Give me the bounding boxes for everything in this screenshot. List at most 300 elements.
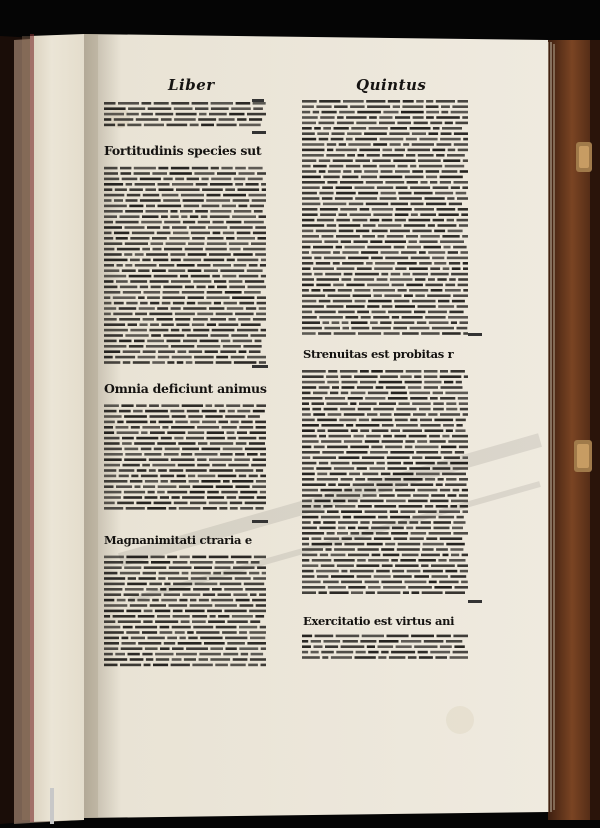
text-word bbox=[370, 467, 386, 470]
text-word bbox=[210, 318, 226, 321]
text-word bbox=[379, 116, 392, 119]
text-word bbox=[454, 645, 464, 648]
text-word bbox=[405, 381, 422, 384]
text-word bbox=[302, 165, 311, 168]
text-word bbox=[319, 192, 333, 195]
text-word bbox=[458, 149, 468, 152]
text-word bbox=[142, 248, 150, 251]
text-word bbox=[425, 505, 433, 508]
text-word bbox=[412, 402, 431, 405]
text-word bbox=[226, 237, 234, 240]
text-word bbox=[128, 107, 145, 110]
text-word bbox=[225, 188, 235, 191]
text-word bbox=[347, 132, 362, 135]
text-word bbox=[346, 138, 353, 141]
text-word bbox=[463, 413, 468, 416]
text-word bbox=[243, 404, 254, 407]
text-word bbox=[146, 205, 155, 208]
text-word bbox=[367, 105, 390, 108]
text-word bbox=[149, 469, 156, 472]
text-word bbox=[449, 203, 462, 206]
text-word bbox=[145, 647, 158, 650]
text-word bbox=[245, 502, 266, 505]
text-word bbox=[167, 361, 174, 364]
text-word bbox=[337, 122, 354, 125]
text-word bbox=[433, 392, 443, 395]
text-word bbox=[228, 410, 235, 413]
text-word bbox=[461, 581, 468, 584]
text-word bbox=[302, 532, 324, 535]
text-word bbox=[129, 188, 143, 191]
text-word bbox=[302, 305, 324, 308]
text-word bbox=[374, 267, 393, 270]
text-word bbox=[104, 215, 117, 218]
text-word bbox=[143, 485, 155, 488]
text-word bbox=[302, 149, 325, 152]
text-word bbox=[443, 554, 449, 557]
text-word bbox=[227, 307, 244, 310]
text-word bbox=[374, 575, 391, 578]
text-word bbox=[441, 111, 448, 114]
text-word bbox=[123, 626, 133, 629]
text-word bbox=[403, 143, 409, 146]
text-word bbox=[184, 205, 200, 208]
text-word bbox=[424, 370, 438, 373]
text-word bbox=[439, 516, 455, 519]
text-word bbox=[173, 561, 188, 564]
text-word bbox=[394, 300, 409, 303]
text-word bbox=[171, 102, 189, 105]
text-word bbox=[158, 356, 169, 359]
text-word bbox=[396, 186, 408, 189]
text-word bbox=[362, 532, 374, 535]
text-word bbox=[370, 240, 382, 243]
text-word bbox=[146, 345, 169, 348]
text-word bbox=[407, 181, 418, 184]
text-word bbox=[392, 570, 404, 573]
text-word bbox=[366, 591, 375, 594]
text-word bbox=[440, 397, 455, 400]
text-word bbox=[104, 350, 120, 353]
text-word bbox=[410, 419, 417, 422]
text-word bbox=[378, 235, 385, 238]
text-word bbox=[302, 262, 313, 265]
text-word bbox=[406, 527, 413, 530]
text-word bbox=[195, 361, 213, 364]
text-word bbox=[426, 170, 440, 173]
text-word bbox=[402, 554, 419, 557]
text-word bbox=[210, 658, 230, 661]
text-word bbox=[424, 386, 438, 389]
text-word bbox=[171, 426, 195, 429]
text-word bbox=[251, 334, 267, 337]
text-word bbox=[364, 489, 376, 492]
text-word bbox=[356, 651, 366, 654]
text-word bbox=[328, 294, 351, 297]
text-word bbox=[104, 491, 121, 494]
text-word bbox=[104, 291, 120, 294]
text-word bbox=[104, 507, 123, 510]
text-word bbox=[430, 122, 442, 125]
text-word bbox=[215, 404, 224, 407]
text-word bbox=[189, 226, 206, 229]
text-word bbox=[234, 361, 257, 364]
text-word bbox=[123, 496, 142, 499]
text-word bbox=[169, 469, 183, 472]
text-word bbox=[410, 537, 424, 540]
text-word bbox=[394, 321, 414, 324]
text-word bbox=[125, 334, 148, 337]
text-word bbox=[322, 186, 333, 189]
text-word bbox=[216, 356, 228, 359]
text-word bbox=[142, 426, 160, 429]
text-word bbox=[315, 635, 334, 638]
text-word bbox=[260, 491, 266, 494]
text-word bbox=[336, 494, 360, 497]
text-word bbox=[449, 311, 463, 314]
text-word bbox=[346, 305, 365, 308]
text-word bbox=[405, 581, 427, 584]
text-word bbox=[452, 300, 465, 303]
text-word bbox=[302, 311, 312, 314]
text-word bbox=[364, 170, 378, 173]
text-word bbox=[335, 505, 355, 508]
text-word bbox=[462, 554, 468, 557]
text-word bbox=[379, 494, 395, 497]
text-word bbox=[133, 361, 150, 364]
text-word bbox=[383, 111, 398, 114]
text-word bbox=[137, 469, 147, 472]
text-word bbox=[215, 604, 237, 607]
text-word bbox=[236, 561, 248, 564]
text-word bbox=[152, 237, 167, 240]
text-word bbox=[208, 620, 225, 623]
text-word bbox=[335, 197, 353, 200]
text-word bbox=[380, 176, 403, 179]
text-word bbox=[419, 408, 431, 411]
text-word bbox=[329, 165, 343, 168]
text-word bbox=[448, 440, 468, 443]
text-word bbox=[131, 426, 140, 429]
text-word bbox=[239, 647, 258, 650]
text-word bbox=[315, 311, 336, 314]
text-word bbox=[128, 577, 136, 580]
text-word bbox=[130, 237, 149, 240]
text-word bbox=[200, 637, 222, 640]
text-word bbox=[218, 475, 237, 478]
text-word bbox=[236, 102, 251, 105]
text-word bbox=[448, 230, 463, 233]
text-word bbox=[358, 505, 372, 508]
text-word bbox=[237, 410, 250, 413]
text-word bbox=[378, 516, 388, 519]
text-word bbox=[431, 289, 443, 292]
text-word bbox=[323, 321, 330, 324]
text-word bbox=[198, 302, 212, 305]
text-word bbox=[348, 527, 355, 530]
text-word bbox=[425, 478, 435, 481]
text-word bbox=[357, 575, 372, 578]
text-word bbox=[118, 102, 139, 105]
text-word bbox=[221, 340, 230, 343]
text-word bbox=[302, 316, 317, 319]
text-word bbox=[115, 356, 135, 359]
text-word bbox=[363, 473, 379, 476]
text-word bbox=[174, 502, 188, 505]
text-word bbox=[188, 637, 197, 640]
text-word bbox=[169, 237, 189, 240]
text-word bbox=[393, 159, 415, 162]
text-word bbox=[302, 435, 317, 438]
text-word bbox=[104, 496, 121, 499]
text-word bbox=[463, 159, 468, 162]
text-word bbox=[336, 246, 342, 249]
text-word bbox=[302, 586, 325, 589]
text-word bbox=[205, 415, 222, 418]
text-word bbox=[397, 494, 410, 497]
text-word bbox=[424, 381, 441, 384]
text-word bbox=[396, 408, 416, 411]
text-word bbox=[453, 294, 468, 297]
text-word bbox=[231, 356, 245, 359]
text-word bbox=[409, 267, 428, 270]
text-word bbox=[442, 127, 462, 130]
text-word bbox=[149, 458, 169, 461]
text-word bbox=[302, 575, 314, 578]
text-word bbox=[142, 464, 150, 467]
text-word bbox=[162, 302, 171, 305]
text-word bbox=[104, 431, 114, 434]
text-word bbox=[104, 264, 114, 267]
text-word bbox=[117, 502, 134, 505]
text-word bbox=[259, 307, 266, 310]
text-word bbox=[311, 651, 319, 654]
text-word bbox=[443, 159, 460, 162]
text-word bbox=[451, 370, 465, 373]
text-word bbox=[442, 473, 466, 476]
text-word bbox=[211, 167, 219, 170]
text-word bbox=[227, 642, 245, 645]
text-word bbox=[426, 105, 439, 108]
text-word bbox=[130, 480, 143, 483]
text-word bbox=[191, 232, 210, 235]
text-word bbox=[236, 599, 250, 602]
text-word bbox=[202, 188, 223, 191]
text-word bbox=[123, 464, 140, 467]
text-word bbox=[395, 305, 415, 308]
text-word bbox=[173, 615, 190, 618]
text-word bbox=[351, 591, 363, 594]
text-word bbox=[302, 451, 320, 454]
text-word bbox=[262, 572, 266, 575]
text-word bbox=[244, 583, 264, 586]
text-word bbox=[188, 253, 207, 256]
text-word bbox=[176, 653, 197, 656]
text-word bbox=[209, 458, 232, 461]
text-word bbox=[409, 467, 430, 470]
text-word bbox=[327, 181, 337, 184]
text-word bbox=[416, 462, 435, 465]
text-word bbox=[243, 345, 261, 348]
text-word bbox=[323, 289, 335, 292]
text-word bbox=[460, 321, 469, 324]
text-word bbox=[414, 192, 433, 195]
text-word bbox=[104, 118, 111, 121]
text-word bbox=[411, 213, 418, 216]
text-word bbox=[178, 442, 195, 445]
text-word bbox=[241, 323, 261, 326]
text-word bbox=[183, 593, 201, 596]
text-word bbox=[177, 361, 184, 364]
text-word bbox=[170, 410, 184, 413]
text-word bbox=[319, 100, 340, 103]
text-word bbox=[215, 664, 228, 667]
text-word bbox=[413, 494, 429, 497]
text-word bbox=[207, 431, 224, 434]
text-word bbox=[190, 421, 199, 424]
text-word bbox=[104, 188, 112, 191]
text-word bbox=[418, 510, 437, 513]
text-word bbox=[156, 658, 169, 661]
text-word bbox=[104, 577, 125, 580]
text-word bbox=[433, 408, 444, 411]
text-word bbox=[453, 467, 468, 470]
text-word bbox=[365, 581, 379, 584]
text-word bbox=[349, 203, 364, 206]
text-word bbox=[159, 421, 173, 424]
text-word bbox=[248, 664, 258, 667]
text-word bbox=[338, 289, 352, 292]
text-word bbox=[357, 386, 373, 389]
text-word bbox=[104, 323, 125, 326]
text-word bbox=[117, 431, 139, 434]
text-word bbox=[415, 446, 439, 449]
text-word bbox=[378, 489, 392, 492]
text-word bbox=[139, 307, 155, 310]
text-word bbox=[451, 273, 468, 276]
text-word bbox=[233, 199, 250, 202]
text-word bbox=[339, 111, 355, 114]
text-word bbox=[441, 132, 452, 135]
text-word bbox=[154, 102, 169, 105]
text-word bbox=[235, 485, 249, 488]
text-word bbox=[164, 583, 170, 586]
text-word bbox=[373, 408, 393, 411]
text-word bbox=[354, 289, 370, 292]
text-word bbox=[348, 143, 370, 146]
text-word bbox=[453, 246, 467, 249]
text-word bbox=[190, 124, 199, 127]
text-word bbox=[172, 183, 193, 186]
text-word bbox=[416, 451, 438, 454]
text-word bbox=[354, 537, 371, 540]
text-word bbox=[380, 197, 397, 200]
text-word bbox=[141, 113, 153, 116]
text-word bbox=[204, 269, 218, 272]
text-word bbox=[460, 170, 468, 173]
text-word bbox=[338, 311, 355, 314]
text-word bbox=[401, 111, 424, 114]
text-word bbox=[234, 264, 247, 267]
text-word bbox=[128, 653, 140, 656]
text-word bbox=[104, 124, 115, 127]
text-word bbox=[420, 419, 432, 422]
text-word bbox=[302, 143, 324, 146]
text-word bbox=[338, 483, 350, 486]
text-word bbox=[319, 159, 330, 162]
text-word bbox=[197, 345, 220, 348]
text-word bbox=[260, 475, 266, 478]
text-word bbox=[405, 446, 413, 449]
text-word bbox=[325, 273, 341, 276]
text-word bbox=[249, 264, 258, 267]
text-word bbox=[302, 116, 318, 119]
text-word bbox=[124, 253, 132, 256]
text-word bbox=[359, 149, 380, 152]
text-word bbox=[212, 588, 222, 591]
text-word bbox=[438, 300, 449, 303]
text-word bbox=[302, 213, 318, 216]
text-word bbox=[164, 221, 180, 224]
text-word bbox=[140, 199, 161, 202]
text-word bbox=[245, 448, 266, 451]
text-word bbox=[371, 446, 382, 449]
text-word bbox=[158, 205, 182, 208]
text-word bbox=[313, 456, 336, 459]
text-word bbox=[424, 640, 444, 643]
text-word bbox=[159, 188, 174, 191]
text-word bbox=[197, 464, 209, 467]
text-word bbox=[418, 159, 441, 162]
text-word bbox=[302, 375, 324, 378]
text-word bbox=[136, 404, 147, 407]
text-word bbox=[255, 226, 266, 229]
text-word bbox=[250, 620, 260, 623]
text-word bbox=[351, 532, 360, 535]
text-word bbox=[120, 215, 140, 218]
text-word bbox=[406, 370, 422, 373]
text-word bbox=[202, 205, 220, 208]
text-word bbox=[188, 296, 204, 299]
text-word bbox=[426, 176, 437, 179]
text-word bbox=[377, 278, 388, 281]
text-word bbox=[159, 572, 180, 575]
text-word bbox=[389, 656, 406, 659]
text-word bbox=[313, 246, 333, 249]
text-word bbox=[358, 192, 378, 195]
text-word bbox=[322, 197, 333, 200]
text-word bbox=[178, 464, 195, 467]
text-word bbox=[382, 305, 393, 308]
text-word bbox=[261, 647, 266, 650]
text-word bbox=[302, 651, 308, 654]
text-word bbox=[449, 278, 456, 281]
text-word bbox=[104, 313, 111, 316]
text-word bbox=[380, 413, 392, 416]
text-word bbox=[317, 478, 338, 481]
text-word bbox=[189, 350, 202, 353]
text-word bbox=[150, 604, 166, 607]
text-word bbox=[192, 615, 207, 618]
text-word bbox=[136, 437, 158, 440]
text-word bbox=[398, 543, 421, 546]
text-word bbox=[127, 124, 141, 127]
text-word bbox=[160, 626, 170, 629]
text-word bbox=[360, 640, 376, 643]
text-word bbox=[395, 564, 419, 567]
text-word bbox=[259, 593, 266, 596]
text-word bbox=[150, 431, 165, 434]
